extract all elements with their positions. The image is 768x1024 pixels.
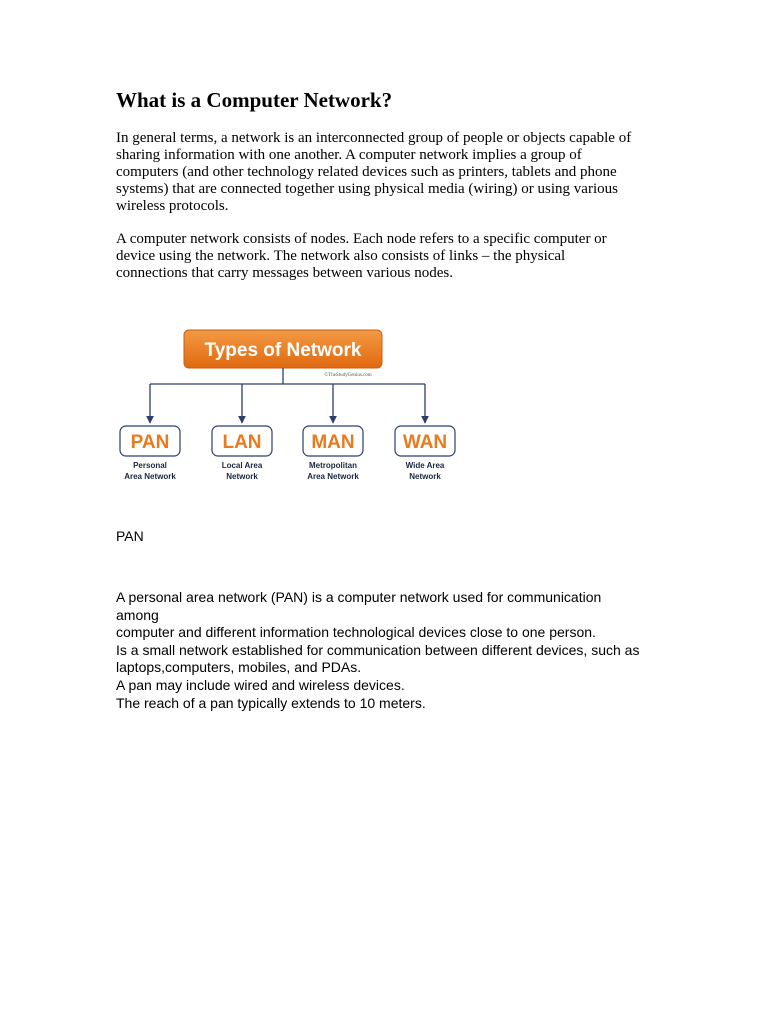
pan-line: computer and different information technological devices close to one person.	[116, 624, 596, 641]
node-lan-line1: Local Area	[221, 461, 263, 470]
node-lan-abbr: LAN	[222, 432, 262, 453]
node-man	[303, 426, 363, 481]
intro-line: systems) that are connected together using physical media (wiring) or using various	[116, 181, 618, 197]
node-lan	[212, 426, 272, 481]
page-title: What is a Computer Network?	[116, 88, 393, 112]
intro-line: In general terms, a network is an interconnected group of people or objects capable of	[116, 130, 632, 146]
pan-line: Is a small network established for communication between different devices, such as	[116, 641, 640, 658]
network-types-diagram	[110, 322, 470, 492]
pan-heading: PAN	[116, 528, 144, 544]
node-wan-line1: Wide Area	[405, 461, 445, 470]
node-lan-line2: Network	[226, 472, 258, 481]
node-man-abbr: MAN	[311, 432, 355, 453]
intro-line: A computer network consists of nodes. Each node refers to a specific computer or	[116, 231, 607, 247]
pan-line: A personal area network (PAN) is a computer network used for communication	[116, 589, 602, 605]
node-man-line1: Metropolitan	[309, 461, 357, 470]
pan-description	[116, 589, 639, 712]
intro-line: wireless protocols.	[116, 198, 229, 214]
pan-line: A pan may include wired and wireless devices.	[116, 676, 405, 693]
node-pan	[120, 426, 180, 481]
pan-line: among	[116, 606, 159, 623]
connector-lines	[150, 368, 425, 423]
diagram-credit: ©TheStudyGenius.com	[324, 373, 372, 378]
diagram-header-label: Types of Network	[204, 340, 362, 361]
pan-line: laptops,computers, mobiles, and PDAs.	[116, 659, 362, 676]
intro-paragraph-1	[116, 130, 676, 215]
node-pan-line2: Area Network	[124, 472, 176, 481]
node-wan-line2: Network	[409, 472, 441, 481]
pan-line: The reach of a pan typically extends to 10 meters.	[116, 694, 426, 711]
node-wan	[395, 426, 455, 481]
intro-line: computers (and other technology related devices such as printers, tablets and phone	[116, 164, 617, 180]
intro-line: connections that carry messages between various nodes.	[116, 265, 453, 281]
node-man-line2: Area Network	[307, 472, 359, 481]
node-wan-abbr: WAN	[402, 432, 448, 453]
node-pan-line1: Personal	[133, 461, 167, 470]
node-pan-abbr: PAN	[130, 432, 170, 453]
intro-line: device using the network. The network also consists of links – the physical	[116, 248, 566, 264]
intro-line: sharing information with one another. A computer network implies a group of	[116, 147, 582, 163]
intro-paragraph-2	[116, 231, 676, 282]
